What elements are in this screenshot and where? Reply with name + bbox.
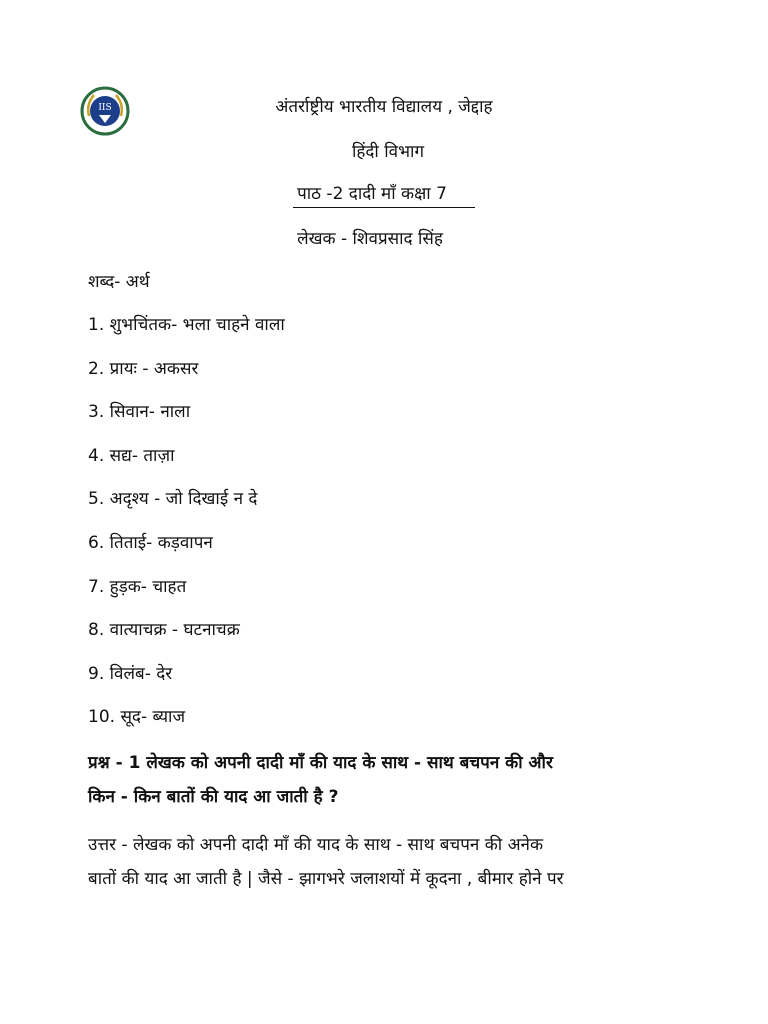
list-item: 10. सूद- ब्याज	[88, 707, 186, 728]
school-name: अंतर्राष्ट्रीय भारतीय विद्यालय , जेद्दाह	[275, 97, 493, 117]
logo-text: IIS	[98, 103, 112, 113]
department-title: हिंदी विभाग	[351, 142, 425, 162]
answer-line: बातों की याद आ जाती है | जैसे - झागभरे जलाशयों में कूदना , बीमार होने पर	[88, 869, 564, 889]
list-item: 9. विलंब- देर	[88, 663, 173, 684]
question-line: प्रश्न - 1 लेखक को अपनी दादी माँ की याद के साथ - साथ बचपन की और	[88, 753, 553, 773]
list-item: 6. तिताई- कड़वापन	[88, 532, 213, 553]
answer-block	[88, 828, 688, 896]
list-item: 3. सिवान- नाला	[88, 402, 191, 423]
author-line: लेखक - शिवप्रसाद सिंह	[297, 229, 443, 249]
lesson-title: पाठ -2 दादी माँ कक्षा 7	[293, 183, 475, 208]
word-meaning-list	[88, 314, 285, 750]
list-item: 4. सद्य- ताज़ा	[88, 445, 175, 466]
list-item: 5. अदृश्य - जो दिखाई न दे	[88, 489, 258, 510]
lesson-title-row	[0, 183, 768, 208]
section-title: शब्द- अर्थ	[88, 272, 150, 292]
list-item: 1. शुभचिंतक- भला चाहने वाला	[88, 315, 285, 335]
question-block	[88, 746, 688, 814]
question-line: किन - किन बातों की याद आ जाती है ?	[88, 787, 339, 807]
list-item: 8. वात्याचक्र - घटनाचक्र	[88, 620, 240, 641]
answer-line: उत्तर - लेखक को अपनी दादी माँ की याद के साथ - साथ बचपन की अनेक	[88, 835, 544, 855]
list-item: 2. प्रायः - अकसर	[88, 358, 199, 379]
list-item: 7. हुड़क- चाहत	[88, 576, 187, 597]
